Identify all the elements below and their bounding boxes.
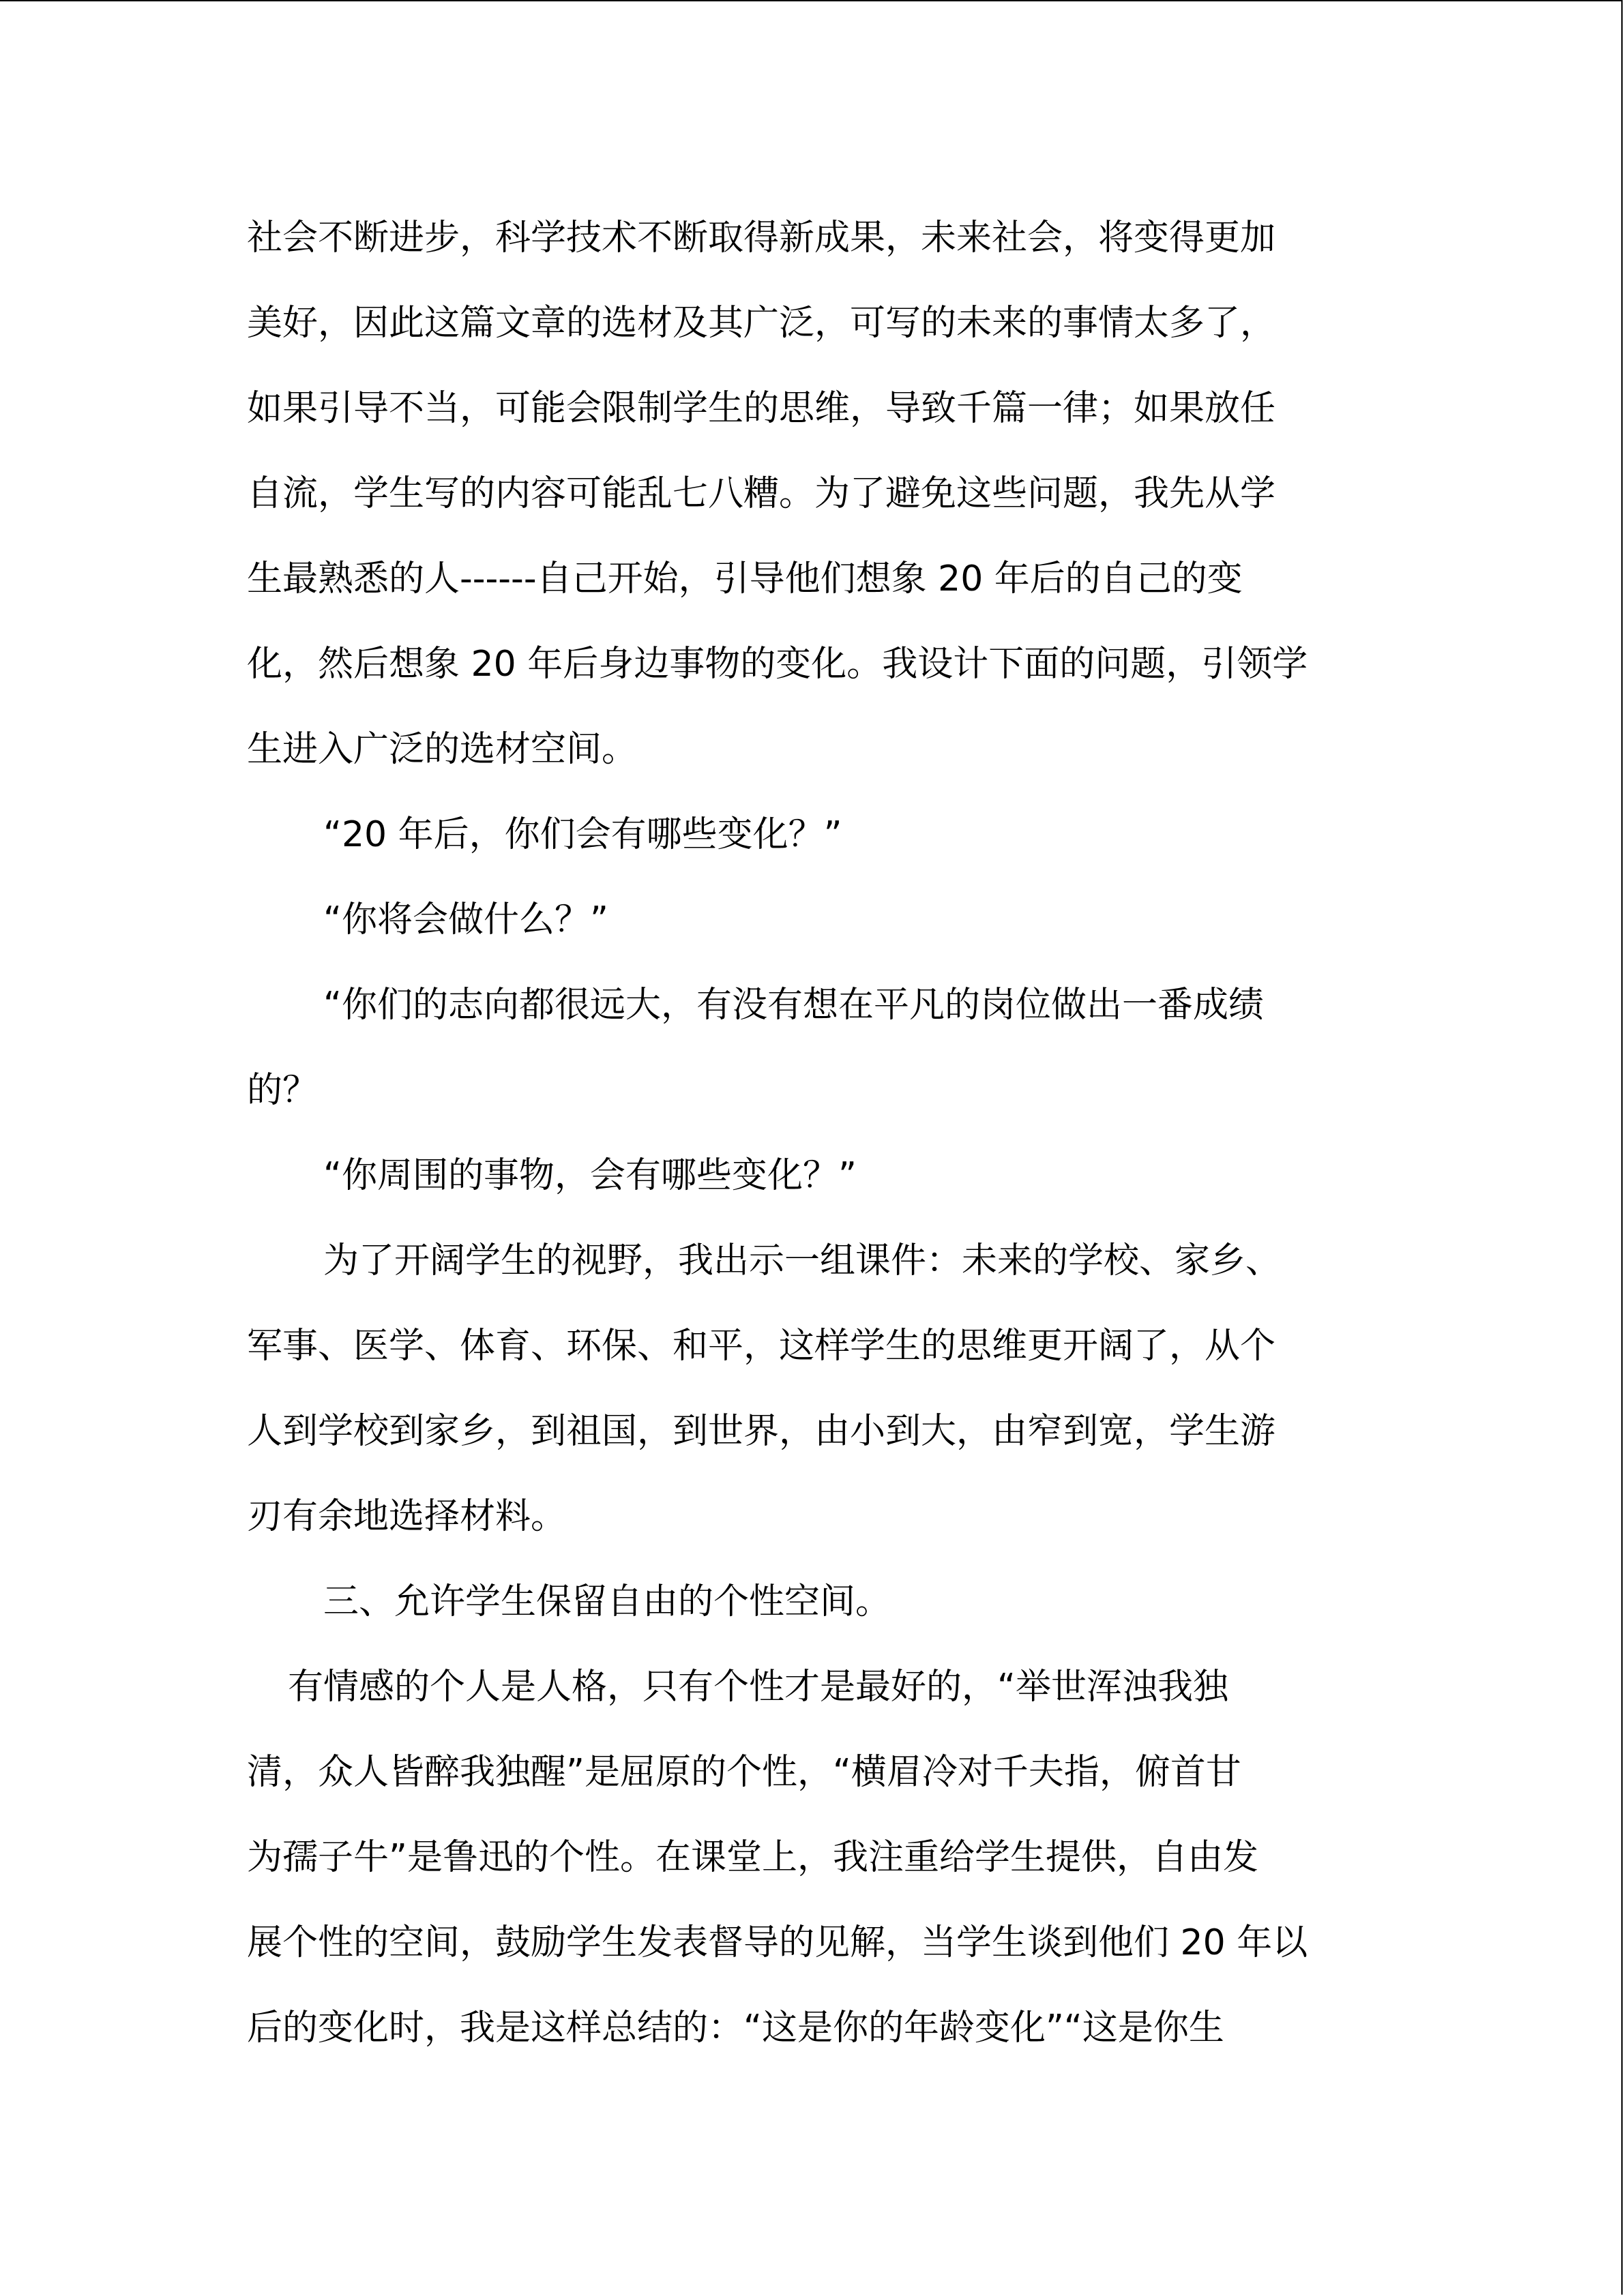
text-line: 生进入广泛的选材空间。 (247, 729, 638, 770)
text-line: 展个性的空间，鼓励学生发表督导的见解，当学生谈到他们 20 年以 (247, 1922, 1308, 1963)
question-line: “你周围的事物，会有哪些变化？” (323, 1155, 857, 1196)
question-line: “你将会做什么？” (323, 899, 608, 940)
text-line: 清，众人皆醉我独醒”是屈原的个性，“横眉冷对千夫指，俯首甘 (247, 1752, 1241, 1793)
text-line: 为孺子牛”是鲁迅的个性。在课堂上，我注重给学生提供，自由发 (247, 1837, 1258, 1878)
text-line: 生最熟悉的人------自己开始，引导他们想象 20 年后的自己的变 (247, 558, 1243, 599)
text-line: 化，然后想象 20 年后身边事物的变化。我设计下面的问题，引领学 (247, 644, 1308, 685)
text-line: 如果引导不当，可能会限制学生的思维，导致千篇一律；如果放任 (247, 388, 1276, 429)
question-line: “你们的志向都很远大，有没有想在平凡的岗位做出一番成绩 (323, 985, 1264, 1026)
text-line: 刃有余地选择材料。 (247, 1496, 567, 1537)
text-line: 军事、医学、体育、环保、和平，这样学生的思维更开阔了，从个 (247, 1326, 1276, 1367)
paragraph-start-line: 为了开阔学生的视野，我出示一组课件：未来的学校、家乡、 (323, 1240, 1282, 1281)
text-line: 人到学校到家乡，到祖国，到世界，由小到大，由窄到宽，学生游 (247, 1411, 1276, 1452)
paragraph-start-line: 有情感的个人是人格，只有个性才是最好的，“举世浑浊我独 (288, 1667, 1228, 1708)
text-line: 美好，因此这篇文章的选材及其广泛，可写的未来的事情太多了， (247, 303, 1276, 344)
text-line: 后的变化时，我是这样总结的：“这是你的年龄变化”“这是你生 (247, 2008, 1224, 2048)
question-line: “20 年后，你们会有哪些变化？” (323, 814, 842, 855)
text-line: 社会不断进步，科学技术不断取得新成果，未来社会，将变得更加 (247, 218, 1276, 258)
text-line: 自流，学生写的内容可能乱七八糟。为了避免这些问题，我先从学 (247, 473, 1276, 514)
section-heading: 三、允许学生保留自由的个性空间。 (323, 1581, 891, 1622)
text-line: 的？ (247, 1070, 319, 1111)
document-body (247, 196, 1393, 2071)
